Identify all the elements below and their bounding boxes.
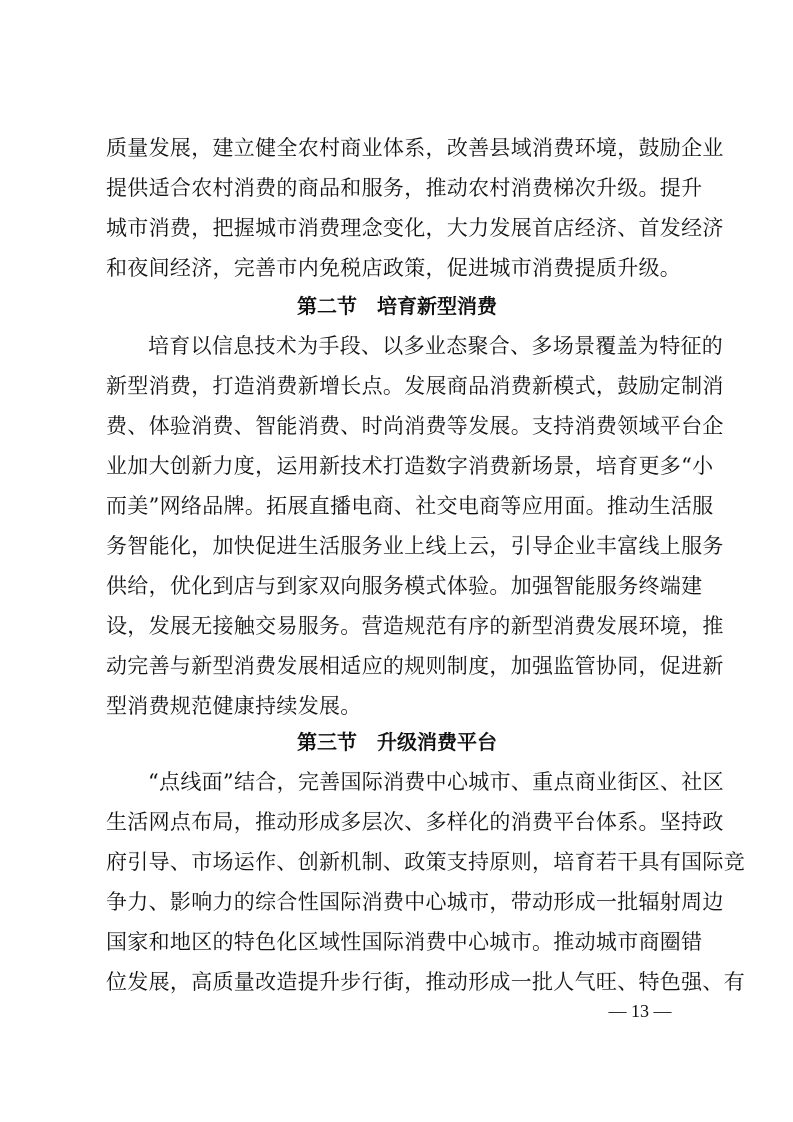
text-line: 位发展，高质量改造提升步行街，推动形成一批人气旺、特色强、有: [106, 970, 745, 994]
text-line: 和夜间经济，完善市内免税店政策，促进城市消费提质升级。: [106, 256, 682, 280]
section-heading: 第三节 升级消费平台: [297, 730, 497, 754]
text-line: 型消费规范健康持续发展。: [106, 694, 362, 718]
text-line: 务智能化，加快促进生活服务业上线上云，引导企业丰富线上服务: [106, 534, 724, 558]
text-line: 培育以信息技术为手段、以多业态聚合、多场景覆盖为特征的: [148, 334, 724, 358]
text-line: 而美”网络品牌。拓展直播电商、社交电商等应用面。推动生活服: [106, 494, 714, 518]
text-line: 质量发展，建立健全农村商业体系，改善县域消费环境，鼓励企业: [106, 136, 724, 160]
text-line: 府引导、市场运作、创新机制、政策支持原则，培育若干具有国际竞: [106, 850, 745, 874]
text-line: 城市消费，把握城市消费理念变化，大力发展首店经济、首发经济: [106, 216, 724, 240]
text-line: 动完善与新型消费发展相适应的规则制度，加强监管协同，促进新: [106, 654, 724, 678]
text-line: 费、体验消费、智能消费、时尚消费等发展。支持消费领域平台企: [106, 414, 724, 438]
text-line: 供给，优化到店与到家双向服务模式体验。加强智能服务终端建: [106, 574, 703, 598]
text-line: 提供适合农村消费的商品和服务，推动农村消费梯次升级。提升: [106, 176, 703, 200]
text-line: 新型消费，打造消费新增长点。发展商品消费新模式，鼓励定制消: [106, 374, 724, 398]
text-line: 业加大创新力度，运用新技术打造数字消费新场景，培育更多“小: [106, 454, 714, 478]
text-line: 国家和地区的特色化区域性国际消费中心城市。推动城市商圈错: [106, 930, 703, 954]
text-line: 设，发展无接触交易服务。营造规范有序的新型消费发展环境，推: [106, 614, 724, 638]
text-line: “点线面”结合，完善国际消费中心城市、重点商业街区、社区: [148, 770, 724, 794]
section-heading: 第二节 培育新型消费: [297, 294, 497, 318]
text-line: 生活网点布局，推动形成多层次、多样化的消费平台体系。坚持政: [106, 810, 724, 834]
page-number: — 13 —: [608, 1001, 672, 1021]
text-line: 争力、影响力的综合性国际消费中心城市，带动形成一批辐射周边: [106, 890, 724, 914]
